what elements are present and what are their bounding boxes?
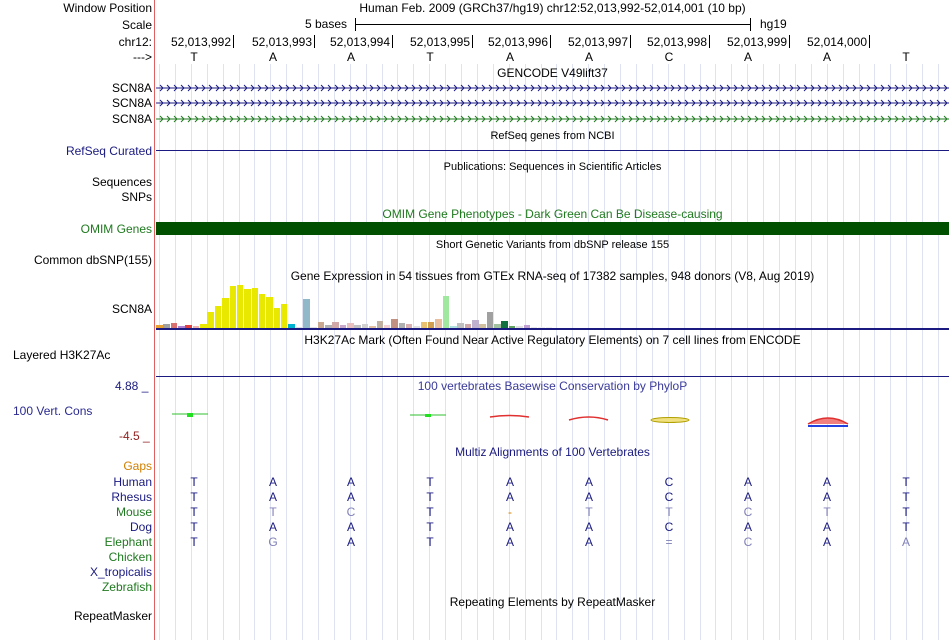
species-label[interactable]: X_tropicalis (89, 565, 152, 579)
assembly-label: hg19 (760, 17, 787, 31)
dna-base: A (505, 50, 514, 64)
alignment-base: C (664, 520, 674, 534)
alignment-base: A (505, 490, 514, 504)
gtex-tissue-bar[interactable] (237, 285, 244, 328)
refseq-gene-line[interactable] (156, 150, 949, 151)
alignment-base: A (584, 490, 593, 504)
dna-base: A (822, 50, 831, 64)
gtex-tissue-bar[interactable] (303, 299, 310, 328)
h3k27ac-bottom-line (156, 376, 949, 377)
h3k27ac-label[interactable]: Layered H3K27Ac (13, 348, 111, 362)
alignment-base: T (585, 505, 593, 519)
dna-base: C (664, 50, 674, 64)
alignment-base: T (426, 535, 434, 549)
ruler-tick (472, 35, 473, 48)
refseq-track-title: RefSeq genes from NCBI (490, 130, 615, 142)
gtex-tissue-bar[interactable] (487, 312, 494, 328)
phylop-base-4 (410, 414, 446, 417)
gencode-transcript-3[interactable] (156, 114, 949, 124)
gencode-track-title: GENCODE V49lift37 (497, 66, 608, 80)
ruler-tick (550, 35, 551, 48)
alignment-base: C (743, 505, 753, 519)
ruler-tick (869, 35, 870, 48)
species-label[interactable]: Zebrafish (101, 580, 152, 594)
species-label[interactable]: Dog (129, 520, 152, 534)
alignment-base: A (346, 535, 355, 549)
gtex-tissue-bar[interactable] (266, 297, 273, 328)
ruler-tick (233, 35, 234, 48)
scale-bar (355, 24, 751, 25)
gtex-tissue-bar[interactable] (435, 319, 442, 328)
ruler-position: 52,014,000 (806, 35, 867, 49)
scale-bar-right-tick (750, 18, 751, 31)
species-label[interactable]: Mouse (115, 505, 152, 519)
alignment-base: = (665, 535, 673, 549)
dna-base: A (584, 50, 593, 64)
scale-label: Scale (121, 18, 152, 32)
alignment-base: A (743, 490, 752, 504)
alignment-base: A (822, 475, 831, 489)
gtex-tissue-bar[interactable] (244, 289, 251, 328)
gtex-tissue-bar[interactable] (377, 321, 384, 328)
alignment-base: T (190, 505, 198, 519)
alignment-base: T (902, 505, 910, 519)
ruler-tick (709, 35, 710, 48)
alignment-base: A (584, 520, 593, 534)
alignment-base: A (268, 520, 277, 534)
alignment-base: A (822, 490, 831, 504)
alignment-base: T (190, 490, 198, 504)
ruler-position: 52,013,992 (170, 35, 231, 49)
refseq-curated-label[interactable]: RefSeq Curated (65, 144, 152, 158)
species-label[interactable]: Elephant (104, 535, 152, 549)
gtex-tissue-bar[interactable] (281, 304, 288, 328)
phylop-track-title: 100 vertebrates Basewise Conservation by PhyloP (417, 379, 688, 393)
multiz-gaps-label[interactable]: Gaps (123, 459, 152, 473)
ruler-tick (314, 35, 315, 48)
ruler-position: 52,013,994 (329, 35, 390, 49)
alignment-base: T (902, 520, 910, 534)
alignment-base: A (584, 475, 593, 489)
alignment-base: A (505, 475, 514, 489)
alignment-base: C (346, 505, 356, 519)
gtex-tissue-bar[interactable] (252, 288, 259, 328)
alignment-base: G (268, 535, 278, 549)
ruler-tick (392, 35, 393, 48)
gencode-transcript-label-1[interactable]: SCN8A (111, 81, 152, 95)
repeatmasker-label[interactable]: RepeatMasker (73, 609, 152, 623)
gtex-tissue-bar[interactable] (230, 286, 237, 328)
phylop-label[interactable]: 100 Vert. Cons (13, 404, 93, 418)
alignment-base: A (505, 535, 514, 549)
ruler-position: 52,013,996 (487, 35, 548, 49)
dbsnp-label[interactable]: Common dbSNP(155) (33, 253, 152, 267)
alignment-base: A (743, 475, 752, 489)
alignment-base: A (346, 520, 355, 534)
dna-base: A (743, 50, 752, 64)
dna-base: T (190, 50, 198, 64)
ruler-tick (789, 35, 790, 48)
species-label[interactable]: Human (113, 475, 152, 489)
ruler-position: 52,013,995 (409, 35, 470, 49)
gtex-tissue-bar[interactable] (274, 308, 281, 328)
phylop-base-9 (808, 418, 848, 426)
alignment-base: A (268, 475, 277, 489)
scale-value: 5 bases (305, 17, 348, 31)
chrom-label: chr12: (118, 35, 152, 49)
alignment-base: A (346, 475, 355, 489)
omim-genes-label[interactable]: OMIM Genes (80, 222, 152, 236)
alignment-base: A (505, 520, 514, 534)
alignment-base: T (426, 490, 434, 504)
species-label[interactable]: Rhesus (111, 490, 152, 504)
alignment-base: - (508, 505, 512, 519)
species-label[interactable]: Chicken (108, 550, 152, 564)
ruler-position: 52,013,993 (251, 35, 312, 49)
gtex-tissue-bar[interactable] (391, 319, 398, 328)
phylop-base-1 (172, 413, 208, 417)
gtex-track-title: Gene Expression in 54 tissues from GTEx RNA-seq of 17382 samples, 948 donors (V8, Aug 2019) (290, 269, 815, 283)
alignment-base: T (190, 475, 198, 489)
alignment-base: T (426, 505, 434, 519)
dna-base: T (426, 50, 434, 64)
alignment-base: T (426, 475, 434, 489)
h3k27ac-track-title: H3K27Ac Mark (Often Found Near Active Regulatory Elements) on 7 cell lines from ENCODE (304, 333, 801, 347)
dbsnp-track-title: Short Genetic Variants from dbSNP release 155 (435, 239, 670, 251)
multiz-track-title: Multiz Alignments of 100 Vertebrates (455, 445, 650, 459)
phylop-max-label: 4.88 _ (115, 379, 149, 393)
publications-sequences-label[interactable]: Sequences (91, 175, 152, 189)
dna-base: T (902, 50, 910, 64)
gtex-gene-label[interactable]: SCN8A (111, 302, 152, 316)
omim-phenotype-bar[interactable] (156, 222, 949, 235)
ruler-tick (630, 35, 631, 48)
alignment-base: A (584, 535, 593, 549)
gtex-tissue-bar[interactable] (472, 320, 479, 328)
gtex-tissue-bar[interactable] (443, 296, 450, 328)
alignment-base: A (901, 535, 910, 549)
phylop-base-6 (569, 417, 608, 420)
publications-track-title: Publications: Sequences in Scientific Articles (443, 161, 662, 173)
alignment-base: C (664, 475, 674, 489)
omim-track-title: OMIM Gene Phenotypes - Dark Green Can Be Disease-causing (382, 207, 723, 221)
alignment-base: C (743, 535, 753, 549)
gencode-transcript-label-2[interactable]: SCN8A (111, 96, 152, 110)
window-position-label: Window Position (63, 1, 152, 15)
phylop-base-5 (490, 416, 529, 418)
alignment-base: T (190, 520, 198, 534)
alignment-base: T (823, 505, 831, 519)
alignment-base: A (822, 535, 831, 549)
alignment-base: A (743, 520, 752, 534)
alignment-base: T (665, 505, 673, 519)
gtex-tissue-bar[interactable] (215, 306, 222, 328)
ruler-position: 52,013,998 (646, 35, 707, 49)
dna-base: A (268, 50, 277, 64)
ruler-position: 52,013,997 (567, 35, 628, 49)
gtex-tissue-bar[interactable] (501, 321, 508, 328)
gencode-transcript-1[interactable] (156, 83, 949, 93)
phylop-base-7 (651, 418, 689, 423)
alignment-base: A (268, 490, 277, 504)
gtex-tissue-bar[interactable] (259, 294, 266, 328)
strand-label: ---> (133, 50, 152, 64)
gencode-transcript-2[interactable] (156, 98, 949, 108)
alignment-base: T (426, 520, 434, 534)
phylop-conservation-plot[interactable] (156, 400, 949, 432)
alignment-base: T (902, 490, 910, 504)
gtex-tissue-bar[interactable] (222, 298, 229, 328)
repeatmasker-track-title: Repeating Elements by RepeatMasker (449, 595, 656, 609)
gtex-expression-bars[interactable] (156, 285, 556, 328)
alignment-base: A (822, 520, 831, 534)
gtex-bottom-line (156, 328, 949, 330)
scale-bar-left-tick (355, 18, 356, 31)
label-divider (154, 0, 155, 640)
ruler-position: 52,013,999 (726, 35, 787, 49)
alignment-base: T (190, 535, 198, 549)
alignment-base: C (664, 490, 674, 504)
gencode-transcript-label-3[interactable]: SCN8A (111, 112, 152, 126)
alignment-base: T (269, 505, 277, 519)
alignment-base: T (902, 475, 910, 489)
alignment-base: A (346, 490, 355, 504)
publications-snps-label[interactable]: SNPs (121, 190, 152, 204)
phylop-min-label: -4.5 _ (119, 429, 150, 443)
gtex-tissue-bar[interactable] (207, 312, 214, 328)
window-position-value: Human Feb. 2009 (GRCh37/hg19) chr12:52,013,992-52,014,001 (10 bp) (359, 1, 746, 15)
dna-base: A (346, 50, 355, 64)
